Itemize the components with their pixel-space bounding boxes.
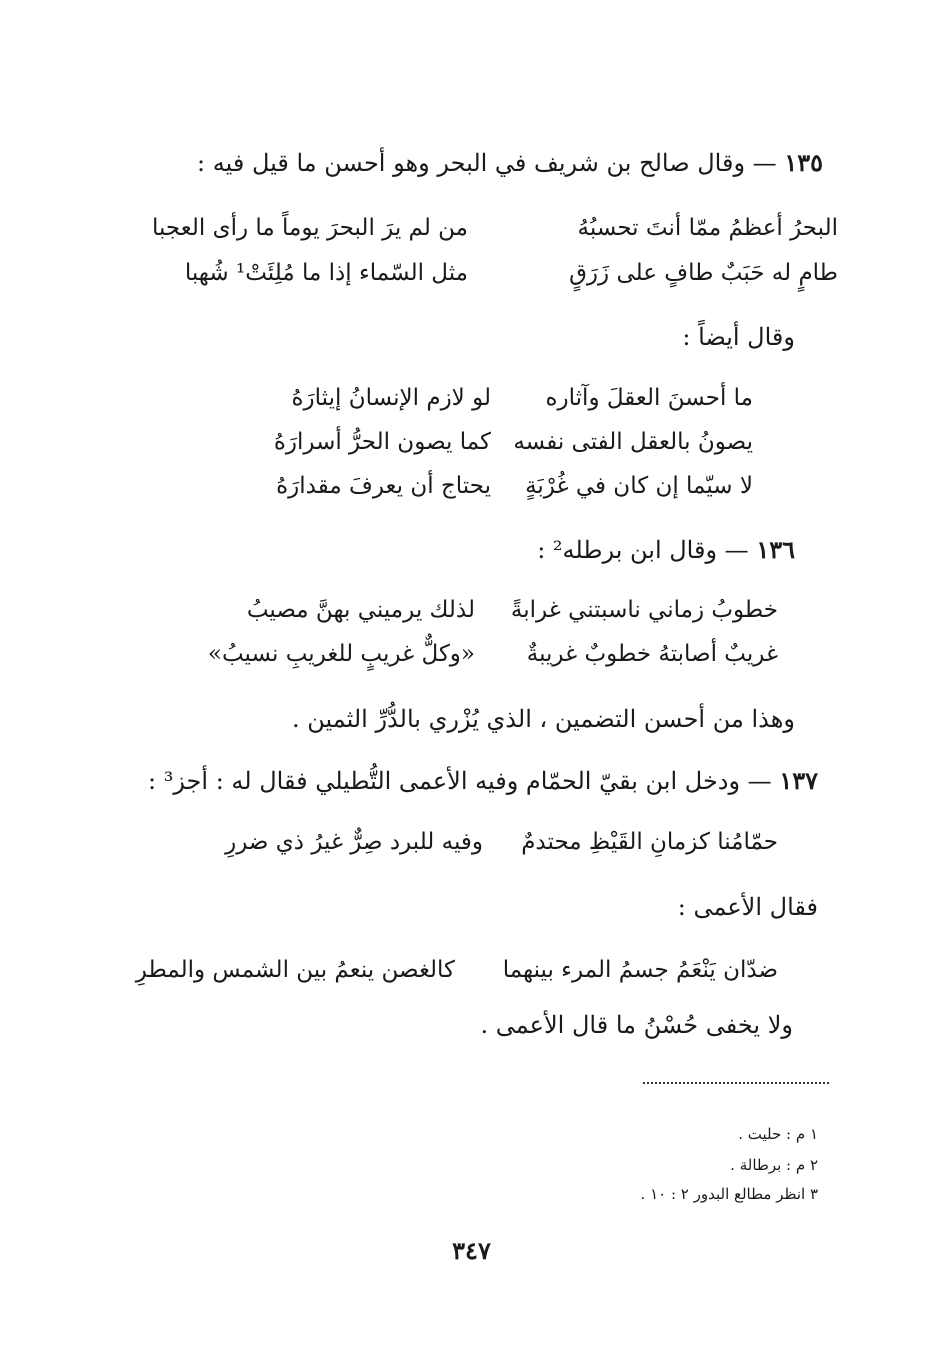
page-number: ٣٤٧ xyxy=(452,1236,491,1265)
verse-hemistich-first: حمّامُنا كزمانِ القَيْظِ محتدمٌ xyxy=(521,829,778,855)
closing-line: ولا يخفى حُسْنُ ما قال الأعمى . xyxy=(480,1011,793,1039)
blind-said-line: فقال الأعمى : xyxy=(677,893,818,921)
section-intro: — وقال صالح بن شريف في البحر وهو أحسن ما قيل فيه : xyxy=(197,149,777,177)
footnote: ١ م : حليت . xyxy=(738,1125,818,1143)
verse-hemistich-second: مثل السّماء إذا ما مُلِئَتْ¹ شُهبا xyxy=(184,260,468,286)
also-said-line: وقال أيضاً : xyxy=(682,323,795,351)
verse-hemistich-second: كما يصون الحرُّ أسرارَهُ xyxy=(273,429,491,455)
section-135-heading xyxy=(197,146,823,180)
comment-line: وهذا من أحسن التضمين ، الذي يُزْري بالدُّرِّ الثمين . xyxy=(291,705,795,733)
verse-hemistich-second: وفيه للبرد صِرٌّ غيرُ ذي ضررِ xyxy=(225,829,483,855)
verse-hemistich-second: يحتاج أن يعرفَ مقدارَهُ xyxy=(276,473,491,499)
verse-hemistich-second: «وكلٌّ غريبٍ للغريبِ نسيبُ» xyxy=(207,641,475,667)
section-intro: — ودخل ابن بقيّ الحمّام وفيه الأعمى التُّطيلي فقال له : أجز³ : xyxy=(147,767,772,795)
verse-hemistich-second: لو لازم الإنسانُ إيثارَهُ xyxy=(291,385,491,411)
footnote: ٢ م : برطالة . xyxy=(730,1156,818,1174)
verse-hemistich-first: ضدّان يَنْعَمُ جسمُ المرء بينهما xyxy=(502,957,778,983)
verse-hemistich-first: يصونُ بالعقل الفتى نفسه xyxy=(513,429,753,455)
verse-hemistich-first: خطوبُ زماني ناسبتني غرابةً xyxy=(510,597,778,623)
verse-hemistich-first: البحرُ أعظمُ ممّا أنتَ تحسبُهُ xyxy=(577,215,838,241)
verse-hemistich-first: ما أحسنَ العقلَ وآثاره xyxy=(545,385,753,411)
section-number: ١٣٦ xyxy=(756,535,795,564)
section-number: ١٣٥ xyxy=(784,148,823,177)
verse-hemistich-second: لذلك يرميني بهنَّ مصيبُ xyxy=(246,597,475,623)
footnote: ٣ انظر مطالع البدور ٢ : ١٠ . xyxy=(640,1185,818,1203)
section-intro: — وقال ابن برطله² : xyxy=(537,536,749,564)
verse-hemistich-first: طامٍ له حَبَبٌ طافٍ على زَرَقٍ xyxy=(569,260,838,286)
verse-hemistich-first: لا سيّما إن كان في غُرْبَةٍ xyxy=(525,473,753,499)
footnote-divider xyxy=(643,1082,829,1084)
section-number: ١٣٧ xyxy=(779,766,818,795)
section-136-heading xyxy=(537,533,795,567)
verse-hemistich-second: كالغصن ينعمُ بين الشمس والمطرِ xyxy=(135,957,455,983)
verse-hemistich-second: من لم يرَ البحرَ يوماً ما رأى العجبا xyxy=(151,215,468,241)
section-137-heading xyxy=(148,764,818,798)
verse-hemistich-first: غريبٌ أصابتهُ خطوبٌ غريبةٌ xyxy=(526,641,778,667)
